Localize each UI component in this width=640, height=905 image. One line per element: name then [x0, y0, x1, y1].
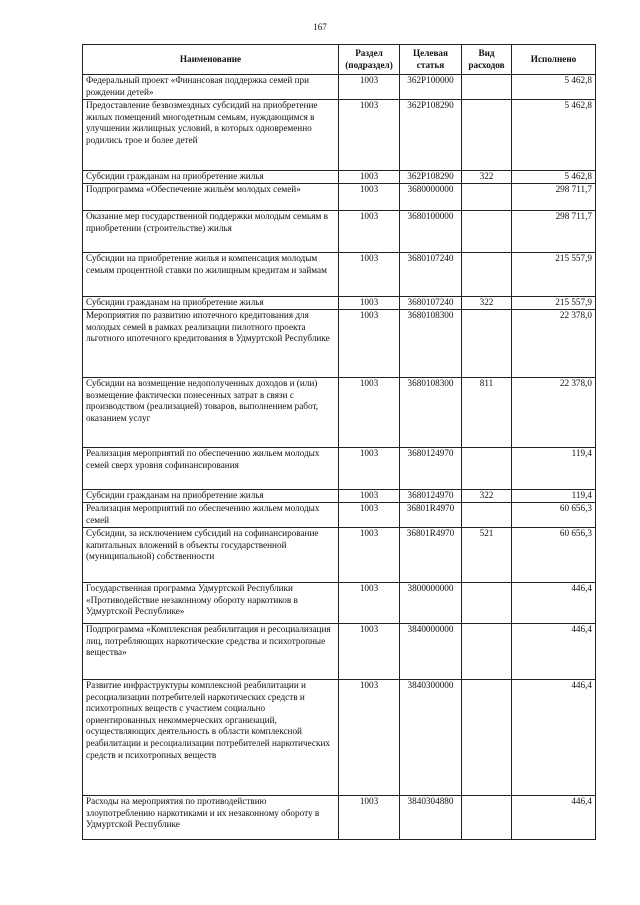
row-amount: 446,4	[512, 583, 596, 624]
table-row	[83, 624, 596, 680]
row-section: 1003	[339, 184, 400, 211]
budget-table	[82, 44, 596, 840]
row-section: 1003	[339, 310, 400, 378]
row-type	[462, 448, 512, 490]
row-section: 1003	[339, 583, 400, 624]
row-type	[462, 184, 512, 211]
row-amount: 446,4	[512, 796, 596, 840]
row-type	[462, 310, 512, 378]
table-row	[83, 184, 596, 211]
row-type	[462, 680, 512, 796]
row-type: 521	[462, 528, 512, 583]
row-name: Субсидии на возмещение недополученных доходов и (или) возмещение фактически понесенных затрат в связи с производством (реализацией) товаров, выполнением работ, оказанием услуг	[83, 378, 339, 448]
row-section: 1003	[339, 448, 400, 490]
row-section: 1003	[339, 796, 400, 840]
row-amount: 215 557,9	[512, 253, 596, 297]
row-amount: 446,4	[512, 624, 596, 680]
row-amount: 22 378,0	[512, 310, 596, 378]
table-row	[83, 297, 596, 310]
row-section: 1003	[339, 624, 400, 680]
row-article: 3840000000	[400, 624, 462, 680]
row-name: Подпрограмма «Комплексная реабилитация и ресоциализация лиц, потребляющих наркотические средства и психотропные вещества»	[83, 624, 339, 680]
row-section: 1003	[339, 253, 400, 297]
row-article: 3680000000	[400, 184, 462, 211]
table-row	[83, 680, 596, 796]
row-article: 3680107240	[400, 297, 462, 310]
row-article: 36801R4970	[400, 528, 462, 583]
table-row	[83, 796, 596, 840]
row-name: Развитие инфраструктуры комплексной реабилитации и ресоциализации потребителей наркотических средств и психотропных веществ с участием социально ориентированных некоммерческих организаций, осуществляющих деятельность в области комплексной реабилитации и ресоциализации потребителей наркотических средств и психотропных веществ	[83, 680, 339, 796]
header-section: Раздел (подраздел)	[339, 45, 400, 75]
row-amount: 22 378,0	[512, 378, 596, 448]
row-section: 1003	[339, 171, 400, 184]
row-article: 3680124970	[400, 448, 462, 490]
table-row	[83, 503, 596, 528]
row-type	[462, 100, 512, 171]
row-section: 1003	[339, 75, 400, 100]
row-amount: 119,4	[512, 490, 596, 503]
row-article: 36801R4970	[400, 503, 462, 528]
row-section: 1003	[339, 680, 400, 796]
row-name: Мероприятия по развитию ипотечного кредитования для молодых семей в рамках реализации пилотного проекта льготного ипотечного кредитования в Удмуртской Республике	[83, 310, 339, 378]
row-name: Реализация мероприятий по обеспечению жильем молодых семей	[83, 503, 339, 528]
row-section: 1003	[339, 297, 400, 310]
row-article: 3680108300	[400, 310, 462, 378]
row-type	[462, 624, 512, 680]
table-row	[83, 583, 596, 624]
row-name: Реализация мероприятий по обеспечению жильем молодых семей сверх уровня софинансирования	[83, 448, 339, 490]
row-article: 3680107240	[400, 253, 462, 297]
header-name: Наименование	[83, 45, 339, 75]
row-article: 362P100000	[400, 75, 462, 100]
row-type: 322	[462, 297, 512, 310]
table-row	[83, 253, 596, 297]
row-section: 1003	[339, 528, 400, 583]
header-article: Целевая статья	[400, 45, 462, 75]
row-section: 1003	[339, 503, 400, 528]
row-type	[462, 503, 512, 528]
row-name: Субсидии на приобретение жилья и компенсация молодым семьям процентной ставки по жилищным кредитам и займам	[83, 253, 339, 297]
row-amount: 119,4	[512, 448, 596, 490]
row-amount: 298 711,7	[512, 184, 596, 211]
header-amount: Исполнено	[512, 45, 596, 75]
page-number: 167	[313, 22, 327, 32]
row-type	[462, 211, 512, 253]
row-amount: 446,4	[512, 680, 596, 796]
row-section: 1003	[339, 211, 400, 253]
row-name: Государственная программа Удмуртской Республики «Противодействие незаконному обороту наркотиков в Удмуртской Республике»	[83, 583, 339, 624]
row-name: Расходы на мероприятия по противодействию злоупотреблению наркотиками и их незаконному обороту в Удмуртской Республике	[83, 796, 339, 840]
row-section: 1003	[339, 100, 400, 171]
row-article: 362P108290	[400, 100, 462, 171]
row-amount: 60 656,3	[512, 528, 596, 583]
row-type	[462, 583, 512, 624]
table-row	[83, 310, 596, 378]
row-type: 811	[462, 378, 512, 448]
row-name: Субсидии гражданам на приобретение жилья	[83, 490, 339, 503]
row-amount: 5 462,8	[512, 100, 596, 171]
row-name: Федеральный проект «Финансовая поддержка семей при рождении детей»	[83, 75, 339, 100]
row-name: Подпрограмма «Обеспечение жильём молодых семей»	[83, 184, 339, 211]
row-amount: 5 462,8	[512, 171, 596, 184]
row-article: 3840304880	[400, 796, 462, 840]
row-article: 3840300000	[400, 680, 462, 796]
table-row	[83, 171, 596, 184]
row-type	[462, 75, 512, 100]
row-article: 3800000000	[400, 583, 462, 624]
table-row	[83, 211, 596, 253]
table-header-row	[83, 45, 596, 75]
row-name: Субсидии гражданам на приобретение жилья	[83, 297, 339, 310]
row-name: Оказание мер государственной поддержки молодым семьям в приобретении (строительстве) жилья	[83, 211, 339, 253]
row-name: Субсидии гражданам на приобретение жилья	[83, 171, 339, 184]
header-type: Вид расходов	[462, 45, 512, 75]
table-row	[83, 100, 596, 171]
row-article: 3680108300	[400, 378, 462, 448]
row-article: 3680100000	[400, 211, 462, 253]
table-row	[83, 378, 596, 448]
row-amount: 5 462,8	[512, 75, 596, 100]
row-type: 322	[462, 490, 512, 503]
table-row	[83, 75, 596, 100]
row-type	[462, 796, 512, 840]
row-name: Предоставление безвозмездных субсидий на приобретение жилых помещений многодетным семьям, нуждающимся в улучшении жилищных условий, в которых одновременно родились трое и более детей	[83, 100, 339, 171]
table-row	[83, 448, 596, 490]
row-amount: 60 656,3	[512, 503, 596, 528]
row-amount: 298 711,7	[512, 211, 596, 253]
table-row	[83, 490, 596, 503]
row-article: 3680124970	[400, 490, 462, 503]
row-section: 1003	[339, 378, 400, 448]
row-amount: 215 557,9	[512, 297, 596, 310]
row-section: 1003	[339, 490, 400, 503]
row-article: 362P108290	[400, 171, 462, 184]
row-type	[462, 253, 512, 297]
table-row	[83, 528, 596, 583]
row-name: Субсидии, за исключением субсидий на софинансирование капитальных вложений в объекты государственной (муниципальной) собственности	[83, 528, 339, 583]
row-type: 322	[462, 171, 512, 184]
